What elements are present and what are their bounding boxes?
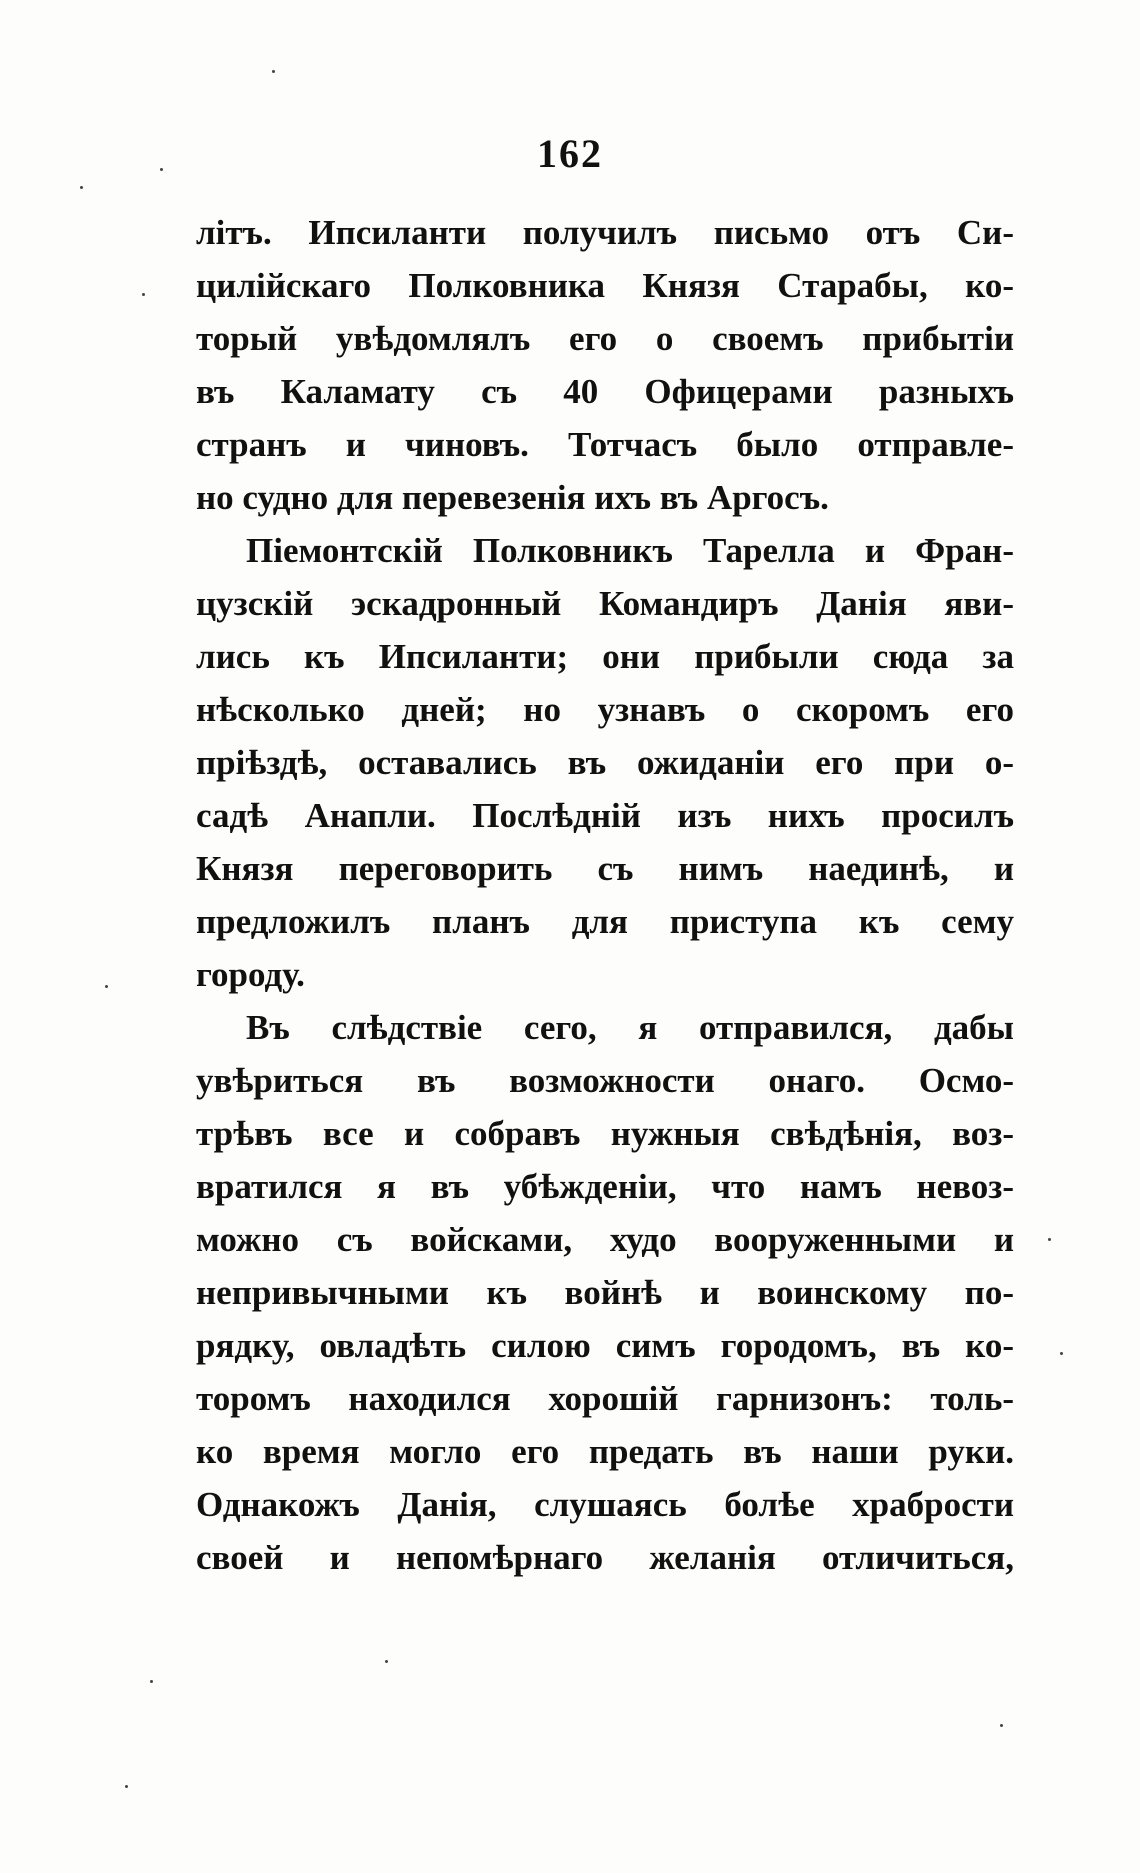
text-line: лись къ Ипсиланти; они прибыли сюда за (196, 637, 1014, 676)
scan-speck (1060, 1352, 1063, 1355)
scan-speck (1000, 1724, 1003, 1727)
body-text (196, 206, 1014, 1584)
scan-speck (80, 186, 83, 189)
text-line: нѣсколько дней; но узнавъ о скоромъ его (196, 690, 1014, 729)
text-line: цилійскаго Полковника Князя Старабы, ко- (196, 266, 1014, 305)
scan-speck (385, 1660, 388, 1663)
scan-speck (160, 168, 163, 171)
scan-speck (1048, 1238, 1051, 1241)
text-line: своей и непомѣрнаго желанія отличиться, (196, 1538, 1014, 1577)
text-line: Въ слѣдствіе сего, я отправился, дабы (246, 1008, 1014, 1047)
scan-speck (142, 293, 145, 296)
text-line: торый увѣдомлялъ его о своемъ прибытіи (196, 319, 1014, 358)
scan-speck (105, 985, 108, 988)
text-line: предложилъ планъ для приступа къ сему (196, 902, 1014, 941)
text-line: рядку, овладѣть силою симъ городомъ, въ ко- (196, 1326, 1014, 1365)
text-line: увѣриться въ возможности онаго. Осмо- (196, 1061, 1014, 1100)
text-line: Однакожъ Данія, слушаясь болѣе храбрости (196, 1485, 1014, 1524)
page-number: 162 (537, 131, 603, 176)
text-line: літъ. Ипсиланти получилъ письмо отъ Си- (196, 213, 1014, 252)
text-line: Піемонтскій Полковникъ Тарелла и Фран- (246, 531, 1014, 570)
scan-speck (272, 70, 275, 73)
scan-speck (150, 1680, 153, 1683)
text-line: торомъ находился хорошій гарнизонъ: толь- (196, 1379, 1014, 1418)
text-line: но судно для перевезенія ихъ въ Аргосъ. (196, 478, 829, 517)
text-line: садѣ Анапли. Послѣдній изъ нихъ просилъ (196, 796, 1014, 835)
scan-speck (125, 1785, 128, 1788)
text-line: непривычными къ войнѣ и воинскому по- (196, 1273, 1014, 1312)
text-line: можно съ войсками, худо вооруженными и (196, 1220, 1014, 1259)
text-line: вратился я въ убѣжденіи, что намъ невоз- (196, 1167, 1014, 1206)
text-line: Князя переговорить съ нимъ наединѣ, и (196, 849, 1014, 888)
text-line: трѣвъ все и собравъ нужныя свѣдѣнія, воз- (196, 1114, 1014, 1153)
text-line: странъ и чиновъ. Тотчасъ было отправле- (196, 425, 1014, 464)
text-line: въ Каламату съ 40 Офицерами разныхъ (196, 372, 1014, 411)
text-line: городу. (196, 955, 305, 994)
text-line: цузскій эскадронный Командиръ Данія яви- (196, 584, 1014, 623)
text-line: ко время могло его предать въ наши руки. (196, 1432, 1014, 1471)
text-line: пріѣздѣ, оставались въ ожиданіи его при о- (196, 743, 1014, 782)
